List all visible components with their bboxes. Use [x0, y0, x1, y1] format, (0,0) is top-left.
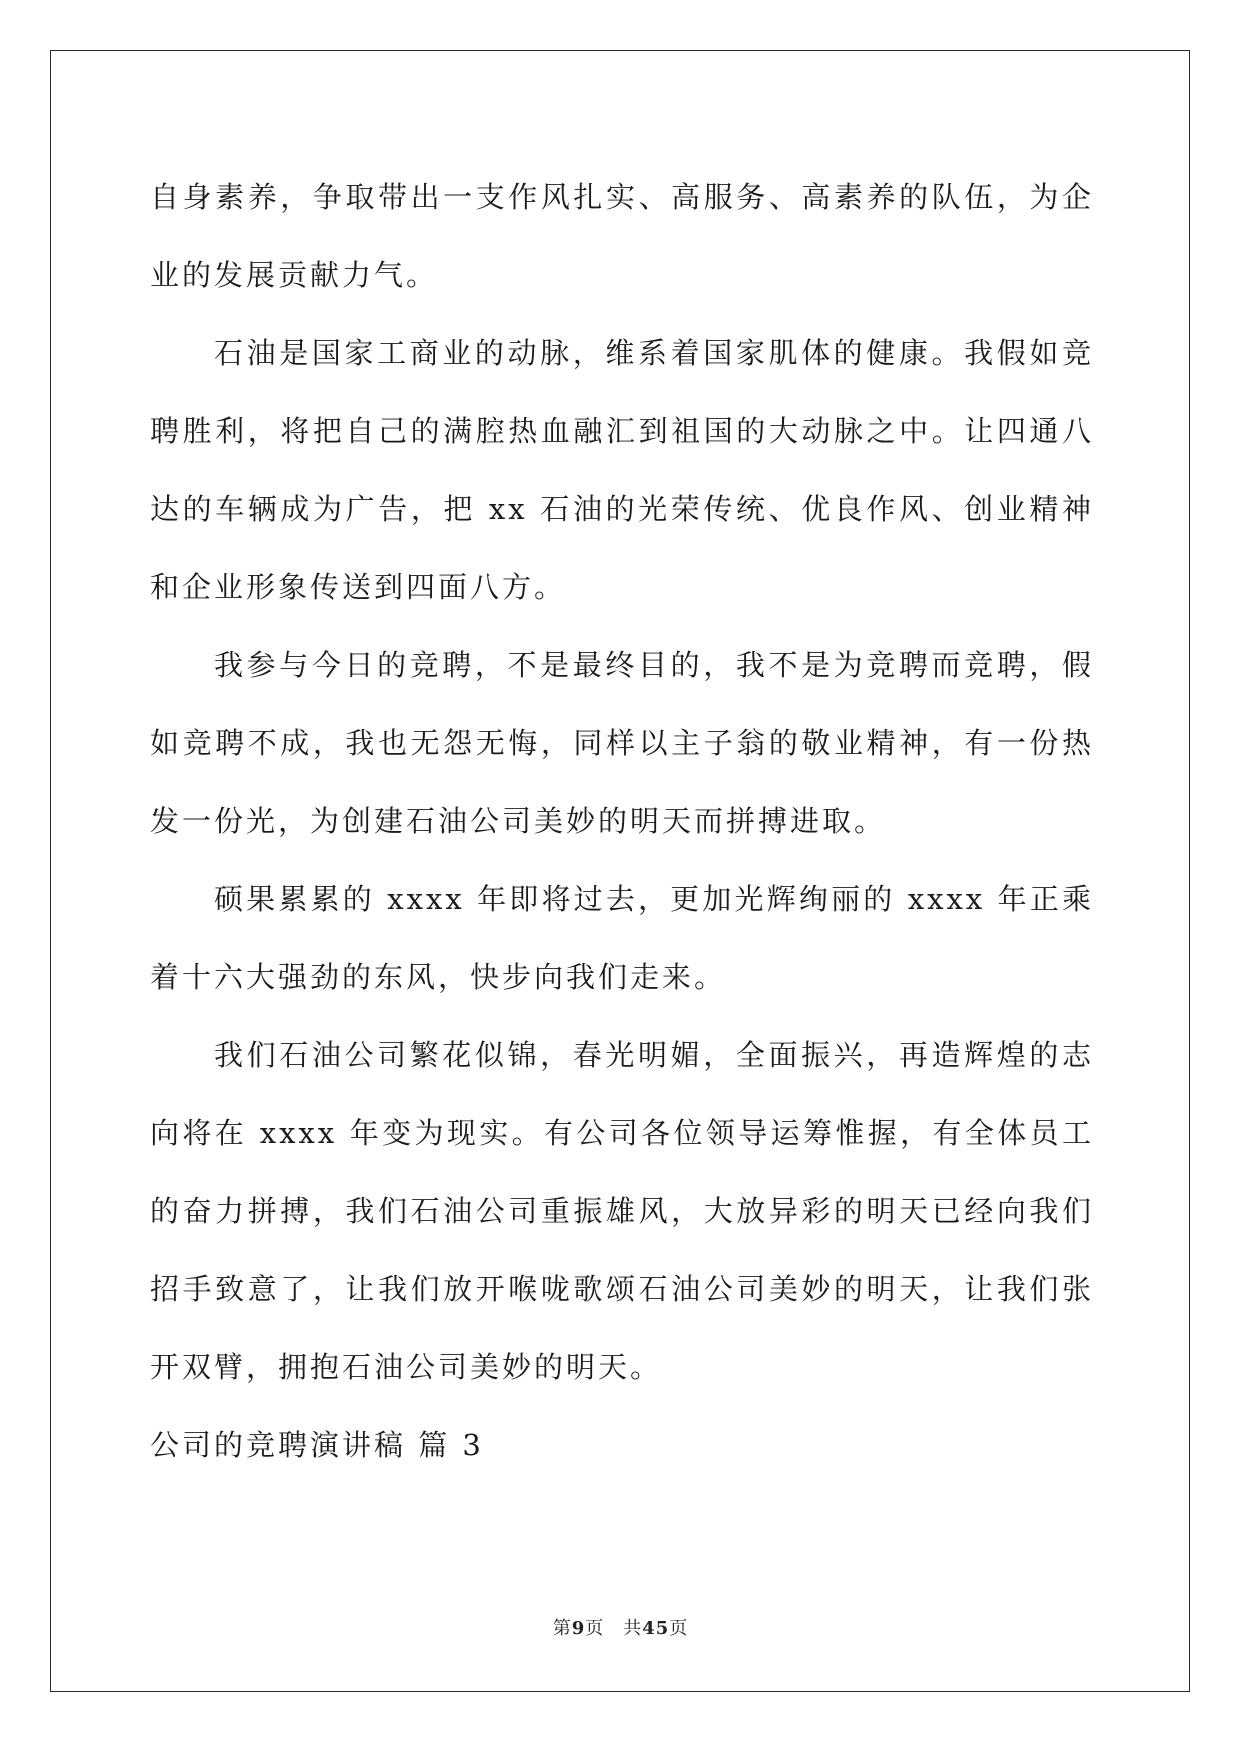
- paragraph-4: 硕果累累的 xxxx 年即将过去，更加光辉绚丽的 xxxx 年正乘着十六大强劲的东风，快步向我们走来。: [150, 882, 1094, 994]
- footer-page-number: 9: [571, 1618, 586, 1639]
- footer-total-pages: 45: [642, 1618, 670, 1639]
- page-footer: [0, 1614, 1241, 1640]
- footer-middle: 页 共: [585, 1618, 643, 1639]
- paragraph-3: 我参与今日的竞聘，不是最终目的，我不是为竞聘而竞聘，假如竞聘不成，我也无怨无悔，同样以主子翁的敬业精神，有一份热发一份光，为创建石油公司美妙的明天而拼搏进取。: [150, 648, 1094, 838]
- document-body: [150, 158, 1094, 1484]
- section-heading: 公司的竞聘演讲稿 篇 3: [150, 1428, 484, 1462]
- paragraph-2: 石油是国家工商业的动脉，维系着国家肌体的健康。我假如竞聘胜利，将把自己的满腔热血融汇到祖国的大动脉之中。让四通八达的车辆成为广告，把 xx 石油的光荣传统、优良作风、创业精神和企业形象传送到四面八方。: [150, 336, 1094, 604]
- paragraph-1: 自身素养，争取带出一支作风扎实、高服务、高素养的队伍，为企业的发展贡献力气。: [150, 180, 1094, 292]
- footer-suffix: 页: [669, 1618, 689, 1639]
- paragraph-5: 我们石油公司繁花似锦，春光明媚，全面振兴，再造辉煌的志向将在 xxxx 年变为现实。有公司各位领导运筹惟握，有全体员工的奋力拼搏，我们石油公司重振雄风，大放异彩的明天已经向我们招手致意了，让我们放开喉咙歌颂石油公司美妙的明天，让我们张开双臂，拥抱石油公司美妙的明天。: [150, 1038, 1094, 1384]
- footer-prefix: 第: [552, 1618, 572, 1639]
